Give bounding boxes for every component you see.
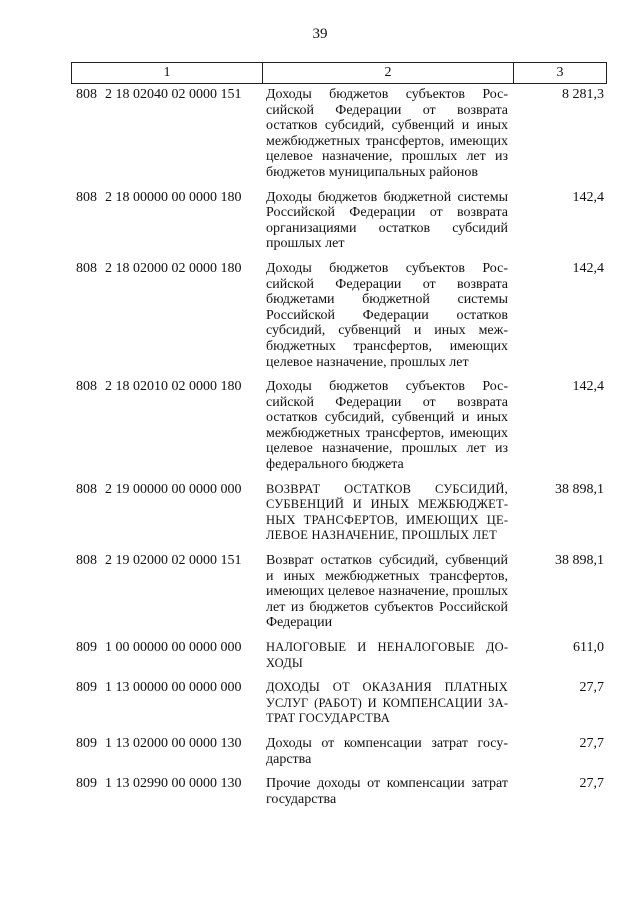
table-row — [76, 190, 608, 252]
admin-code: 809 — [76, 640, 97, 655]
table-row — [76, 261, 608, 370]
income-description: Доходы бюджетов субъектов Российской Федерации от возврата бюджетами бюджетной системы Российской Федерации остатков субсидий, субвенций и иных межбюджетных трансфертов, имеющих целевое назначение, прошлых лет — [266, 260, 508, 370]
budget-code — [76, 87, 266, 181]
amount: 142,4 — [572, 379, 604, 395]
amount: 27,7 — [579, 735, 604, 751]
amount: 142,4 — [572, 260, 604, 276]
header-col-2: 2 — [263, 63, 514, 83]
admin-code: 808 — [76, 189, 97, 205]
table-header — [71, 62, 607, 84]
amount: 27,7 — [579, 776, 604, 792]
page-number: 39 — [312, 26, 328, 42]
budget-code — [76, 190, 266, 252]
income-description: Доходы бюджетов субъектов Российской Федерации от возврата остатков субсидий, субвенций и иных межбюджетных трансфертов, имеющих целевое назначение, прошлых лет из бюджетов муниципальных районов — [266, 87, 508, 180]
admin-code: 809 — [76, 680, 97, 696]
amount: 611,0 — [573, 640, 604, 655]
budget-code — [76, 261, 266, 370]
budget-code — [76, 379, 266, 473]
table-row — [76, 87, 608, 181]
header-col-3: 3 — [556, 65, 564, 80]
classification-code: 2 19 02000 02 0000 151 — [105, 553, 242, 569]
amount: 8 281,3 — [562, 87, 604, 102]
admin-code: 808 — [76, 87, 97, 102]
amount: 38 898,1 — [555, 481, 604, 497]
classification-code: 1 00 00000 00 0000 000 — [105, 640, 242, 655]
income-description: НАЛОГОВЫЕ И НЕНАЛОГОВЫЕ ДОХОДЫ — [266, 640, 508, 670]
classification-code: 2 18 02040 02 0000 151 — [105, 87, 242, 102]
admin-code: 808 — [76, 553, 97, 569]
table-row — [76, 482, 608, 544]
admin-code: 809 — [76, 776, 97, 792]
classification-code: 2 19 00000 00 0000 000 — [105, 481, 242, 497]
income-description: Доходы бюджетов бюджетной системы Российской Федерации от возврата организациями остатков субсидий прошлых лет — [266, 189, 508, 252]
income-description: ДОХОДЫ ОТ ОКАЗАНИЯ ПЛАТНЫХ УСЛУГ (РАБОТ) И КОМПЕНСАЦИИ ЗАТРАТ ГОСУДАРСТВА — [266, 680, 508, 726]
classification-code: 1 13 00000 00 0000 000 — [105, 680, 242, 696]
classification-code: 1 13 02000 00 0000 130 — [105, 735, 242, 751]
income-description: ВОЗВРАТ ОСТАТКОВ СУБСИДИЙ, СУБВЕНЦИЙ И ИНЫХ МЕЖБЮДЖЕТНЫХ ТРАНСФЕРТОВ, ИМЕЮЩИХ ЦЕЛЕВОЕ НАЗНАЧЕНИЕ, ПРОШЛЫХ ЛЕТ — [266, 481, 508, 543]
amount: 142,4 — [572, 189, 604, 205]
table-row — [76, 776, 608, 807]
income-description: Доходы бюджетов субъектов Российской Федерации от возврата остатков субсидий, субвенций и иных межбюджетных трансфертов, имеющих целевое назначение, прошлых лет из федерального бюджета — [266, 379, 508, 473]
classification-code: 2 18 02000 02 0000 180 — [105, 260, 242, 276]
classification-code: 2 18 02010 02 0000 180 — [105, 379, 242, 395]
header-col-1: 1 — [72, 63, 263, 83]
budget-code — [76, 736, 266, 767]
table-row — [76, 736, 608, 767]
budget-code — [76, 640, 266, 671]
admin-code: 809 — [76, 735, 97, 751]
budget-code — [76, 680, 266, 727]
classification-code: 2 18 00000 00 0000 180 — [105, 189, 242, 205]
table-body — [76, 87, 608, 816]
admin-code: 808 — [76, 260, 97, 276]
budget-code — [76, 482, 266, 544]
budget-code — [76, 553, 266, 631]
table-row — [76, 379, 608, 473]
amount: 38 898,1 — [555, 553, 604, 569]
income-description: Возврат остатков субсидий, субвенций и иных межбюджетных трансфертов, имеющих целевое назначение, прошлых лет из бюджетов субъектов Российской Федерации — [266, 553, 508, 631]
classification-code: 1 13 02990 00 0000 130 — [105, 776, 242, 792]
table-row — [76, 640, 608, 671]
table-row — [76, 553, 608, 631]
admin-code: 808 — [76, 481, 97, 497]
income-description: Прочие доходы от компенсации затрат государства — [266, 776, 508, 807]
admin-code: 808 — [76, 379, 97, 395]
income-description: Доходы от компенсации затрат государства — [266, 735, 508, 767]
budget-code — [76, 776, 266, 807]
table-row — [76, 680, 608, 727]
amount: 27,7 — [579, 680, 604, 696]
